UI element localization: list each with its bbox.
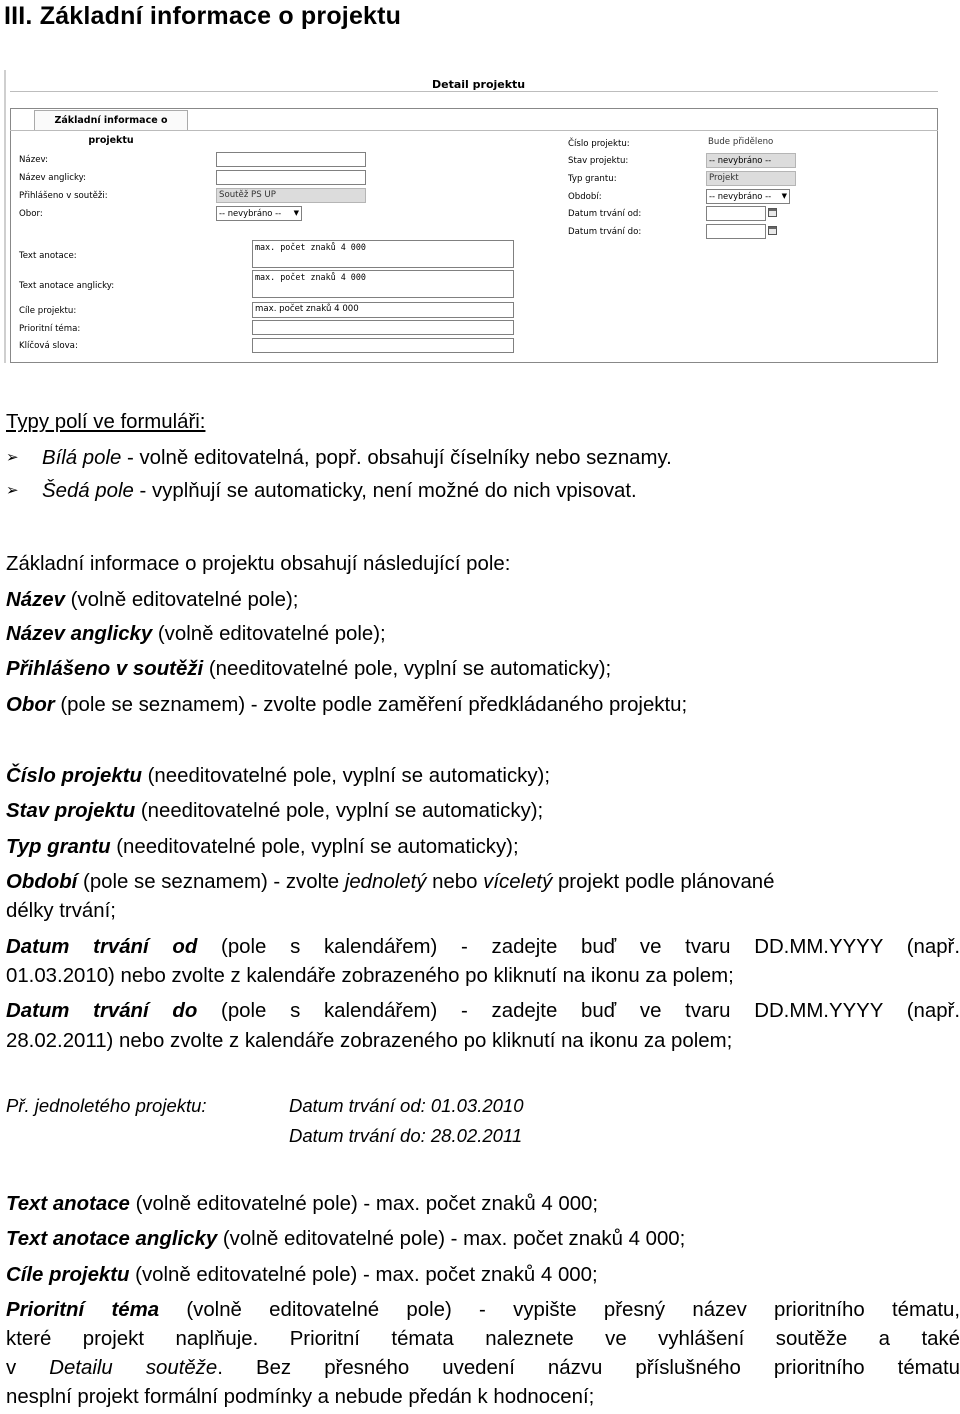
obdobi-select[interactable] xyxy=(706,189,790,204)
label-prioritni-tema: Prioritní téma: xyxy=(19,324,81,334)
field-desc xyxy=(6,798,543,824)
field-text: (needitovatelné pole, vyplní se automaticky); xyxy=(110,836,519,858)
field-term: Cíle projektu xyxy=(6,1264,130,1286)
field-desc xyxy=(6,587,298,613)
field-text: (volně editovatelné pole); xyxy=(152,623,386,645)
label-nazev: Název: xyxy=(19,155,49,165)
prioritni-desc-cont: které projekt naplňuje. Prioritní témata naleznete ve vyhlášení soutěže a také xyxy=(6,1328,960,1350)
field-term: Prioritní téma xyxy=(6,1299,160,1321)
intro-text: Základní informace o projektu obsahují následující pole: xyxy=(6,553,511,575)
label-klicova-slova: Klíčová slova: xyxy=(19,341,78,351)
field-text: (volně editovatelné pole) - max. počet znaků 4 000; xyxy=(129,1264,598,1286)
label-prihlaseno: Přihlášeno v soutěži: xyxy=(19,191,108,201)
field-term: Obor xyxy=(6,694,55,716)
label-obdobi: Období: xyxy=(568,192,602,202)
label-cislo-projektu: Číslo projektu: xyxy=(568,139,630,149)
arrow-bullet-icon: ➢ xyxy=(6,482,19,499)
arrow-bullet-icon: ➢ xyxy=(6,449,19,466)
example-to: Datum trvání do: 28.02.2011 xyxy=(289,1125,523,1146)
typ-grantu-field: Projekt xyxy=(706,171,796,186)
bullet-text: - vyplňují se automaticky, není možné do nich vpisovat. xyxy=(133,480,637,502)
types-bullet-1 xyxy=(42,445,672,471)
label-obor: Obor: xyxy=(19,209,43,219)
calendar-icon[interactable] xyxy=(768,208,777,217)
option-vicelety: víceletý xyxy=(483,871,553,893)
tab-divider xyxy=(10,130,938,131)
datum-do-field[interactable] xyxy=(706,224,766,239)
field-text: (volně editovatelné pole) - max. počet znaků 4 000; xyxy=(217,1228,686,1250)
field-term: Typ grantu xyxy=(6,836,111,858)
datum-od-field[interactable] xyxy=(706,206,766,221)
bullet-term: Bílá pole xyxy=(42,447,122,469)
field-text: (volně editovatelné pole) - max. počet znaků 4 000; xyxy=(129,1193,599,1215)
field-term: Stav projektu xyxy=(6,800,136,822)
field-term: Název xyxy=(6,589,65,611)
field-desc xyxy=(6,692,687,718)
nazev-anglicky-field[interactable] xyxy=(216,170,366,185)
field-text: . Bez přesného uvedení názvu příslušného prioritního tématu xyxy=(217,1357,960,1379)
field-term: Přihlášeno v soutěži xyxy=(6,658,204,680)
field-term: Datum trvání do xyxy=(6,1000,198,1022)
project-detail-screenshot xyxy=(4,70,938,363)
chevron-down-icon: ▼ xyxy=(781,192,787,200)
detail-soutaze: Detailu soutěže xyxy=(49,1357,218,1379)
label-nazev-anglicky: Název anglicky: xyxy=(19,173,87,183)
example-from: Datum trvání od: 01.03.2010 xyxy=(289,1095,524,1116)
label-datum-do: Datum trvání do: xyxy=(568,227,642,237)
field-desc xyxy=(6,621,386,647)
label-cile-projektu: Cíle projektu: xyxy=(19,306,77,316)
text-anotace-textarea[interactable]: max. počet znaků 4 000 xyxy=(252,240,514,268)
field-term: Číslo projektu xyxy=(6,765,142,787)
types-heading: Typy polí ve formuláři: xyxy=(6,411,206,433)
field-desc xyxy=(6,1262,598,1288)
obor-select-value: -- nevybráno -- xyxy=(219,208,282,218)
prioritni-desc xyxy=(6,1297,960,1323)
bullet-text: - volně editovatelná, popř. obsahují číselníky nebo seznamy. xyxy=(121,447,672,469)
klicova-slova-field[interactable] xyxy=(252,338,514,353)
field-desc xyxy=(6,656,611,682)
obdobi-desc xyxy=(6,869,774,895)
field-text: (needitovatelné pole, vyplní se automaticky); xyxy=(141,765,551,787)
field-text: (needitovatelné pole, vyplní se automaticky); xyxy=(203,658,612,680)
field-text: projekt podle plánované xyxy=(552,871,775,893)
field-desc xyxy=(6,763,550,789)
option-jednolety: jednoletý xyxy=(344,871,427,893)
field-term: Období xyxy=(6,871,78,893)
tab-basic-info[interactable]: Základní informace o projektu xyxy=(34,110,188,131)
field-text: (pole se seznamem) - zvolte xyxy=(77,871,345,893)
field-text: (pole se seznamem) - zvolte podle zaměření předkládaného projektu; xyxy=(54,694,688,716)
field-desc xyxy=(6,1191,598,1217)
label-datum-od: Datum trvání od: xyxy=(568,209,642,219)
label-text-anotace-anglicky: Text anotace anglicky: xyxy=(19,281,115,291)
field-term: Název anglicky xyxy=(6,623,153,645)
label-text-anotace: Text anotace: xyxy=(19,251,77,261)
calendar-icon[interactable] xyxy=(768,226,777,235)
field-text: (pole s kalendářem) - zadejte buď ve tvaru DD.MM.YYYY (např. xyxy=(221,936,960,958)
prioritni-desc-cont xyxy=(6,1355,960,1381)
obdobi-desc-cont: délky trvání; xyxy=(6,900,116,922)
field-term: Text anotace anglicky xyxy=(6,1228,218,1250)
datum-do-desc xyxy=(6,998,960,1024)
bullet-term: Šedá pole xyxy=(42,480,134,502)
field-text: nebo xyxy=(426,871,484,893)
title-divider xyxy=(10,91,938,92)
obor-select[interactable] xyxy=(216,206,302,221)
datum-od-desc xyxy=(6,934,960,960)
example-label: Př. jednoletého projektu: xyxy=(6,1095,207,1116)
label-stav-projektu: Stav projektu: xyxy=(568,156,629,166)
detail-title: Detail projektu xyxy=(432,78,526,91)
label-typ-grantu: Typ grantu: xyxy=(568,174,617,184)
field-term: Datum trvání od xyxy=(6,936,198,958)
cislo-projektu-value: Bude přiděleno xyxy=(708,137,774,147)
field-text: (pole s kalendářem) - zadejte buď ve tvaru DD.MM.YYYY (např. xyxy=(221,1000,960,1022)
field-text: v xyxy=(6,1357,50,1379)
datum-od-desc-cont: 01.03.2010) nebo zvolte z kalendáře zobrazeného po kliknutí na ikonu za polem; xyxy=(6,965,734,987)
prihlaseno-field: Soutěž PS UP xyxy=(216,188,366,203)
obdobi-select-value: -- nevybráno -- xyxy=(709,191,772,201)
field-text: (volně editovatelné pole) - vypište přesný název prioritního tématu, xyxy=(186,1299,960,1321)
stav-projektu-field: -- nevybráno -- xyxy=(706,153,796,168)
prioritni-tema-field[interactable] xyxy=(252,320,514,335)
panel-edge xyxy=(4,70,6,363)
text-anotace-anglicky-textarea[interactable]: max. počet znaků 4 000 xyxy=(252,270,514,298)
cile-projektu-field[interactable]: max. počet znaků 4 000 xyxy=(252,302,514,318)
section-heading: III. Základní informace o projektu xyxy=(4,2,402,30)
types-bullet-2 xyxy=(42,478,637,504)
nazev-field[interactable] xyxy=(216,152,366,167)
prioritni-desc-cont: nesplní projekt formální podmínky a nebude předán k hodnocení; xyxy=(6,1386,595,1408)
field-term: Text anotace xyxy=(6,1193,130,1215)
chevron-down-icon: ▼ xyxy=(293,209,299,217)
datum-do-desc-cont: 28.02.2011) nebo zvolte z kalendáře zobrazeného po kliknutí na ikonu za polem; xyxy=(6,1030,733,1052)
field-desc xyxy=(6,834,519,860)
field-text: (volně editovatelné pole); xyxy=(64,589,299,611)
field-desc xyxy=(6,1226,685,1252)
field-text: (needitovatelné pole, vyplní se automaticky); xyxy=(135,800,544,822)
